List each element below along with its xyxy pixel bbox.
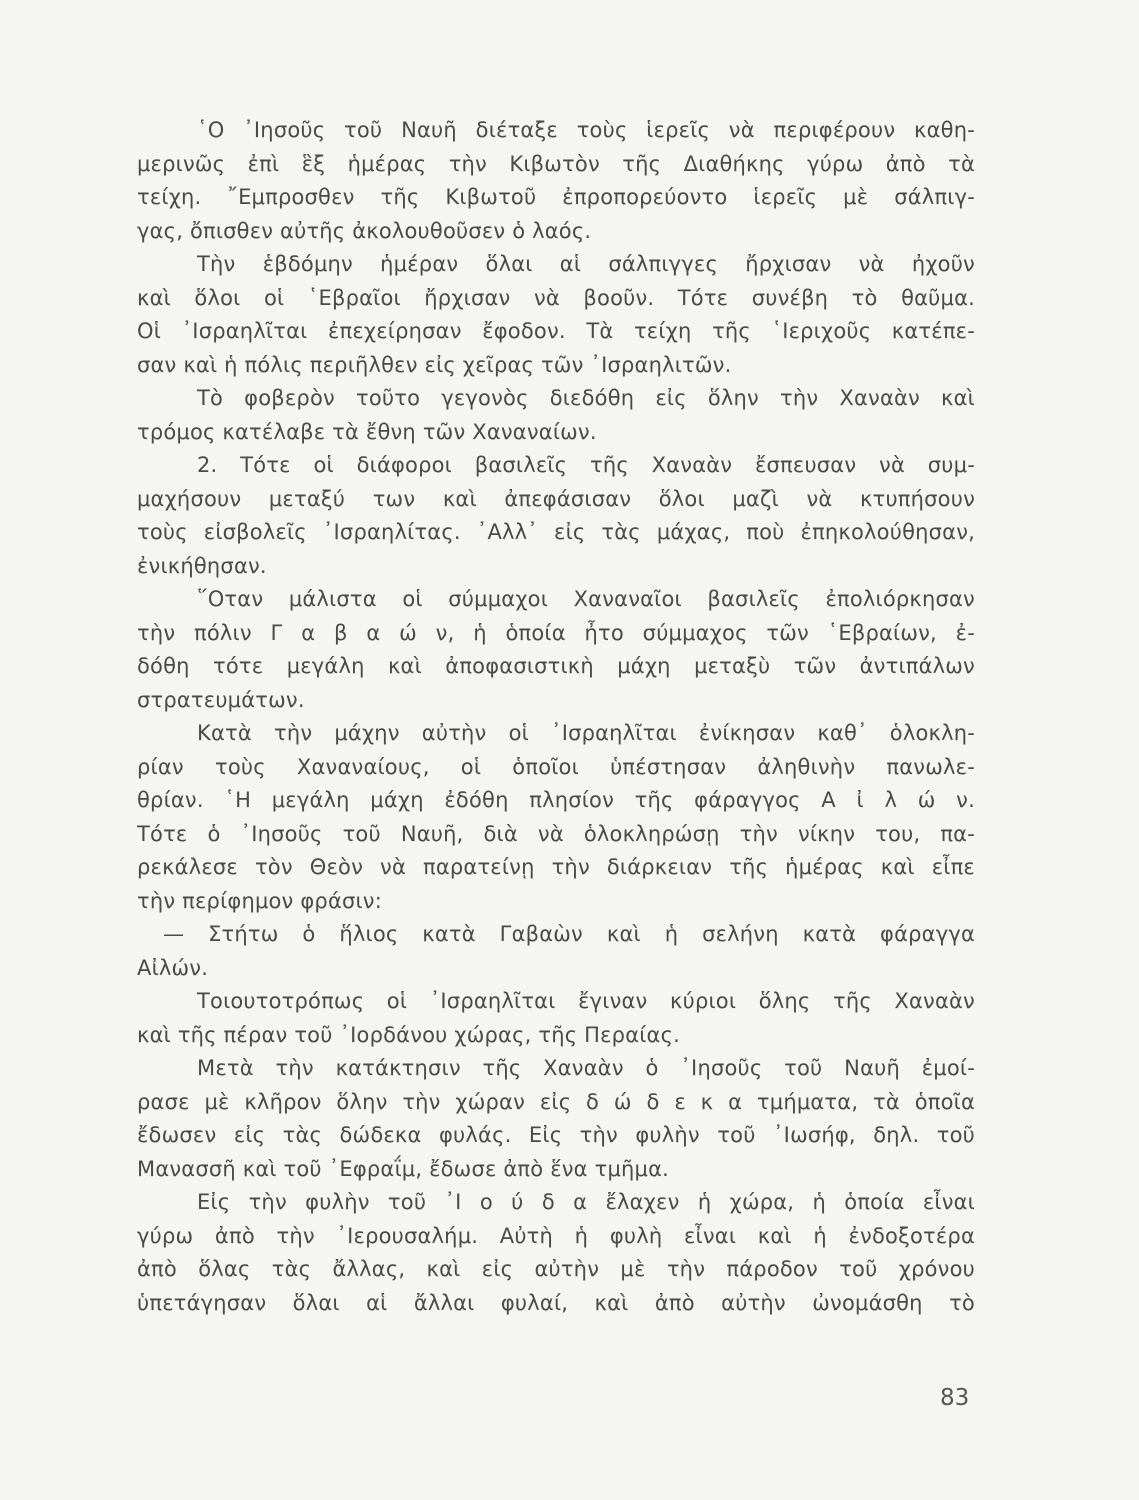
paragraph (137, 1186, 975, 1320)
text-line: ῞Οταν μάλιστα οἱ σύμμαχοι Χαναναῖοι βασιλεῖς ἐπολιόρκησαν (197, 587, 975, 611)
text-line: δόθη τότε μεγάλη καὶ ἀποφασιστικὴ μάχη μεταξὺ τῶν ἀντιπάλων (137, 654, 975, 678)
text-line: σαν καὶ ἡ πόλις περιῆλθεν εἰς χεῖρας τῶν ᾿Ισραηλιτῶν. (137, 352, 732, 377)
text-line: γας, ὄπισθεν αὐτῆς ἀκολουθοῦσεν ὁ λαός. (137, 218, 592, 243)
text-line: τοὺς εἰσβολεῖς ᾿Ισραηλίτας. ᾿Αλλ᾿ εἰς τὰς μάχας, ποὺ ἐπηκολούθησαν, (137, 520, 975, 544)
text-line: μαχήσουν μεταξύ των καὶ ἀπεφάσισαν ὅλοι μαζὶ νὰ κτυπήσουν (137, 486, 975, 511)
text-line: τὴν πόλιν Γ α β α ώ ν, ἡ ὁποία ἦτο σύμμαχος τῶν ῾Εβραίων, ἐ- (137, 620, 975, 645)
text-line: μερινῶς ἐπὶ ἓξ ἡμέρας τὴν Κιβωτὸν τῆς Διαθήκης γύρω ἀπὸ τὰ (137, 151, 975, 176)
text-line: ἀπὸ ὅλας τὰς ἄλλας, καὶ εἰς αὐτὴν μὲ τὴν πάροδον τοῦ χρόνου (137, 1257, 975, 1281)
paragraph (137, 985, 975, 1052)
paragraph (137, 583, 975, 717)
text-line: ρασε μὲ κλῆρον ὅλην τὴν χώραν εἰς δ ώ δ ε κ α τμήματα, τὰ ὁποῖα (137, 1089, 975, 1114)
text-line: 2. Τότε οἱ διάφοροι βασιλεῖς τῆς Χαναὰν ἔσπευσαν νὰ συμ- (197, 453, 975, 477)
paragraph (137, 1052, 975, 1186)
text-line: Μετὰ τὴν κατάκτησιν τῆς Χαναὰν ὁ ᾿Ιησοῦς τοῦ Ναυῆ ἐμοί- (197, 1056, 975, 1080)
text-line: Τὸ φοβερὸν τοῦτο γεγονὸς διεδόθη εἰς ὅλην τὴν Χαναὰν καὶ (197, 386, 975, 410)
text-line: τείχη. ῎Εμπροσθεν τῆς Κιβωτοῦ ἐπροπορεύοντο ἱερεῖς μὲ σάλπιγ- (137, 185, 975, 209)
text-line: Τότε ὁ ᾿Ιησοῦς τοῦ Ναυῆ, διὰ νὰ ὁλοκληρώσῃ τὴν νίκην του, πα- (137, 821, 975, 846)
text-line: ρεκάλεσε τὸν Θεὸν νὰ παρατείνῃ τὴν διάρκειαν τῆς ἡμέρας καὶ εἶπε (137, 855, 975, 879)
text-line: στρατευμάτων. (137, 687, 305, 712)
paragraph (137, 918, 975, 985)
text-line: — Στήτω ὁ ἥλιος κατὰ Γαβαὼν καὶ ἡ σελήνη κατὰ φάραγγα (163, 922, 975, 946)
text-line: ῾Ο ᾿Ιησοῦς τοῦ Ναυῆ διέταξε τοὺς ἱερεῖς νὰ περιφέρουν καθη- (197, 118, 975, 142)
text-line: Αἰλών. (137, 955, 209, 980)
paragraph (137, 717, 975, 918)
text-line: Οἱ ᾿Ισραηλῖται ἐπεχείρησαν ἔφοδον. Τὰ τείχη τῆς ῾Ιεριχοῦς κατέπε- (137, 319, 975, 343)
text-line: Κατὰ τὴν μάχην αὐτὴν οἱ ᾿Ισραηλῖται ἐνίκησαν καθ᾿ ὁλοκλη- (197, 721, 975, 745)
text-line: ἔδωσεν εἰς τὰς δώδεκα φυλάς. Εἰς τὴν φυλὴν τοῦ ᾿Ιωσήφ, δηλ. τοῦ (137, 1123, 975, 1147)
text-line: τὴν περίφημον φράσιν: (137, 888, 383, 913)
text-line: καὶ τῆς πέραν τοῦ ᾿Ιορδάνου χώρας, τῆς Περαίας. (137, 1022, 680, 1047)
text-line: θρίαν. ῾Η μεγάλη μάχη ἐδόθη πλησίον τῆς φάραγγος Α ἰ λ ώ ν. (137, 788, 975, 812)
text-line: ἐνικήθησαν. (137, 553, 267, 578)
text-line: τρόμος κατέλαβε τὰ ἔθνη τῶν Χαναναίων. (137, 419, 597, 444)
text-line: Εἰς τὴν φυλὴν τοῦ ᾿Ι ο ύ δ α ἔλαχεν ἡ χώρα, ἡ ὁποία εἶναι (197, 1190, 975, 1214)
text-line: καὶ ὅλοι οἱ ῾Εβραῖοι ἤρχισαν νὰ βοοῦν. Τότε συνέβη τὸ θαῦμα. (137, 285, 975, 310)
text-line: Μανασσῆ καὶ τοῦ ᾿Εφραΐμ, ἔδωσε ἀπὸ ἕνα τμῆμα. (137, 1156, 669, 1181)
paragraph (137, 114, 975, 248)
page-body-text (137, 114, 975, 1320)
text-line: Τὴν ἑβδόμην ἡμέραν ὅλαι αἱ σάλπιγγες ἤρχισαν νὰ ἠχοῦν (197, 252, 975, 276)
paragraph (137, 449, 975, 583)
text-line: ρίαν τοὺς Χαναναίους, οἱ ὁποῖοι ὑπέστησαν ἀληθινὴν πανωλε- (137, 754, 975, 779)
paragraph (137, 382, 975, 449)
text-line: ὑπετάγησαν ὅλαι αἱ ἄλλαι φυλαί, καὶ ἀπὸ αὐτὴν ὠνομάσθη τὸ (137, 1290, 975, 1315)
text-line: Τοιουτοτρόπως οἱ ᾿Ισραηλῖται ἔγιναν κύριοι ὅλης τῆς Χαναὰν (197, 989, 975, 1013)
page-number: 83 (940, 1385, 970, 1411)
text-line: γύρω ἀπὸ τὴν ᾿Ιερουσαλήμ. Αὐτὴ ἡ φυλὴ εἶναι καὶ ἡ ἐνδοξοτέρα (137, 1223, 975, 1248)
paragraph (137, 248, 975, 382)
